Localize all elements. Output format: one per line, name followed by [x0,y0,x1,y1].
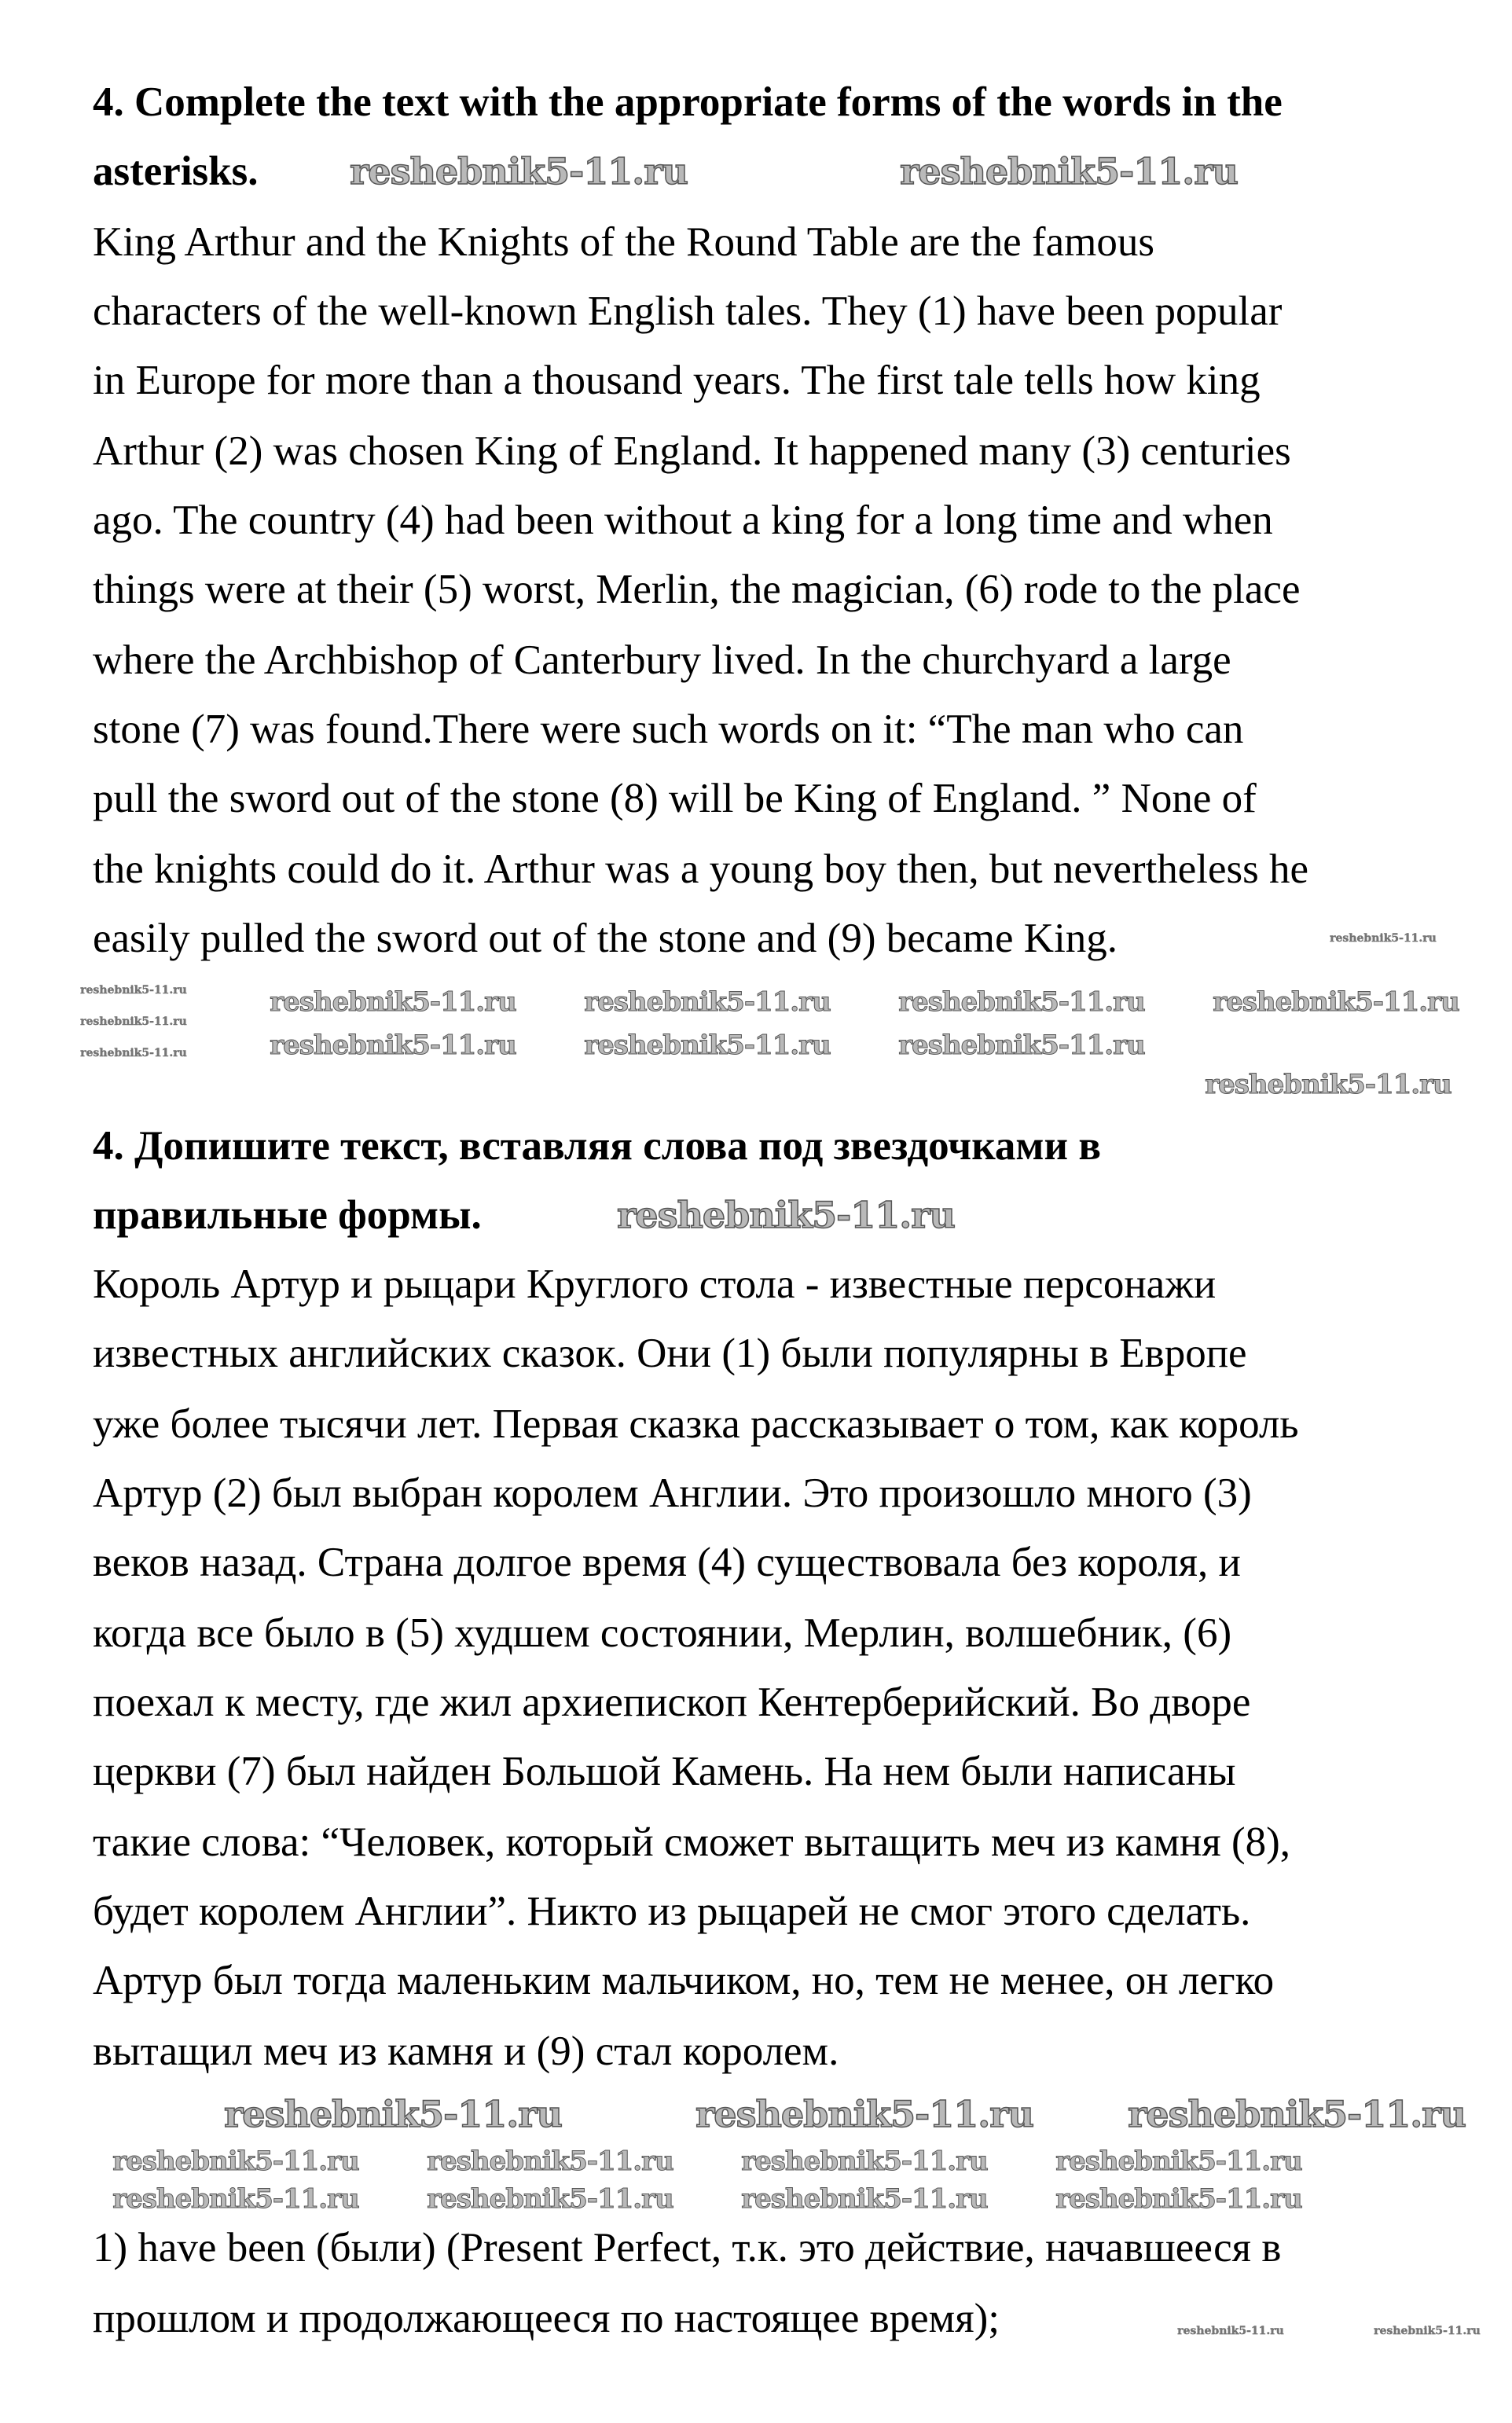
exercise-heading: правильные формы. [93,1192,482,1238]
watermark: reshebnik5-11.ru [1374,2325,1481,2337]
text-line: такие слова: “Человек, который сможет вытащить меч из камня (8), [93,1819,1291,1865]
watermark: reshebnik5-11.ru [741,2183,988,2215]
text-line: things were at their (5) worst, Merlin, the magician, (6) rode to the place [93,567,1301,612]
watermark: reshebnik5-11.ru [1055,2183,1302,2215]
text-line: веков назад. Страна долгое время (4) существовала без короля, и [93,1540,1241,1585]
text-line: in Europe for more than a thousand years. The first tale tells how king [93,358,1261,403]
text-line: уже более тысячи лет. Первая сказка рассказывает о том, как король [93,1401,1299,1447]
text-line: церкви (7) был найден Большой Камень. На нем были написаны [93,1749,1236,1794]
watermark: reshebnik5-11.ru [1330,932,1437,945]
answer-line: прошлом и продолжающееся по настоящее время); [93,2296,1000,2341]
text-line: pull the sword out of the stone (8) will be King of England. ” None of [93,776,1257,821]
text-line: Король Артур и рыцари Круглого стола - известные персонажи [93,1261,1217,1307]
text-line: easily pulled the sword out of the stone and (9) became King. [93,916,1118,961]
watermark: reshebnik5-11.ru [112,2183,359,2215]
watermark: reshebnik5-11.ru [1177,2325,1284,2337]
watermark: reshebnik5-11.ru [1205,1069,1451,1100]
watermark: reshebnik5-11.ru [741,2146,988,2177]
watermark: reshebnik5-11.ru [584,1030,831,1061]
watermark: reshebnik5-11.ru [1055,2146,1302,2177]
text-line: Артур был тогда маленьким мальчиком, но, тем не менее, он легко [93,1958,1275,2003]
watermark: reshebnik5-11.ru [695,2093,1033,2135]
watermark: reshebnik5-11.ru [584,986,831,1018]
text-line: известных английских сказок. Они (1) были популярны в Европе [93,1331,1247,1376]
text-line: ago. The country (4) had been without a king for a long time and when [93,497,1273,543]
watermark: reshebnik5-11.ru [900,150,1238,193]
text-line: where the Archbishop of Canterbury lived. In the churchyard a large [93,637,1231,683]
exercise-heading: 4. Допишите текст, вставляя слова под звездочками в [93,1123,1101,1169]
text-line: Артур (2) был выбран королем Англии. Это произошло много (3) [93,1470,1252,1516]
watermark: reshebnik5-11.ru [427,2183,673,2215]
watermark: reshebnik5-11.ru [80,984,187,997]
watermark: reshebnik5-11.ru [270,1030,516,1061]
text-line: будет королем Англии”. Никто из рыцарей не смог этого сделать. [93,1889,1251,1934]
text-line: Arthur (2) was chosen King of England. It happened many (3) centuries [93,428,1291,474]
watermark: reshebnik5-11.ru [1128,2093,1466,2135]
text-line: characters of the well-known English tales. They (1) have been popular [93,288,1283,334]
answer-line: 1) have been (были) (Present Perfect, т.к. это действие, начавшееся в [93,2225,1282,2271]
text-line: King Arthur and the Knights of the Round Table are the famous [93,219,1154,265]
watermark: reshebnik5-11.ru [80,1015,187,1028]
watermark: reshebnik5-11.ru [80,1047,187,1059]
exercise-heading: asterisks. [93,149,259,194]
watermark: reshebnik5-11.ru [1213,986,1459,1018]
watermark: reshebnik5-11.ru [898,1030,1145,1061]
text-line: вытащил меч из камня и (9) стал королем. [93,2028,839,2074]
watermark: reshebnik5-11.ru [112,2146,359,2177]
watermark: reshebnik5-11.ru [350,150,688,193]
text-line: когда все было в (5) худшем состоянии, Мерлин, волшебник, (6) [93,1610,1232,1656]
watermark: reshebnik5-11.ru [427,2146,673,2177]
watermark: reshebnik5-11.ru [617,1194,955,1236]
watermark: reshebnik5-11.ru [898,986,1145,1018]
text-line: stone (7) was found.There were such words on it: “The man who can [93,707,1244,752]
watermark: reshebnik5-11.ru [224,2093,562,2135]
text-line: the knights could do it. Arthur was a young boy then, but nevertheless he [93,846,1309,892]
exercise-heading: 4. Complete the text with the appropriate forms of the words in the [93,79,1283,125]
text-line: поехал к месту, где жил архиепископ Кентерберийский. Во дворе [93,1680,1251,1725]
watermark: reshebnik5-11.ru [270,986,516,1018]
